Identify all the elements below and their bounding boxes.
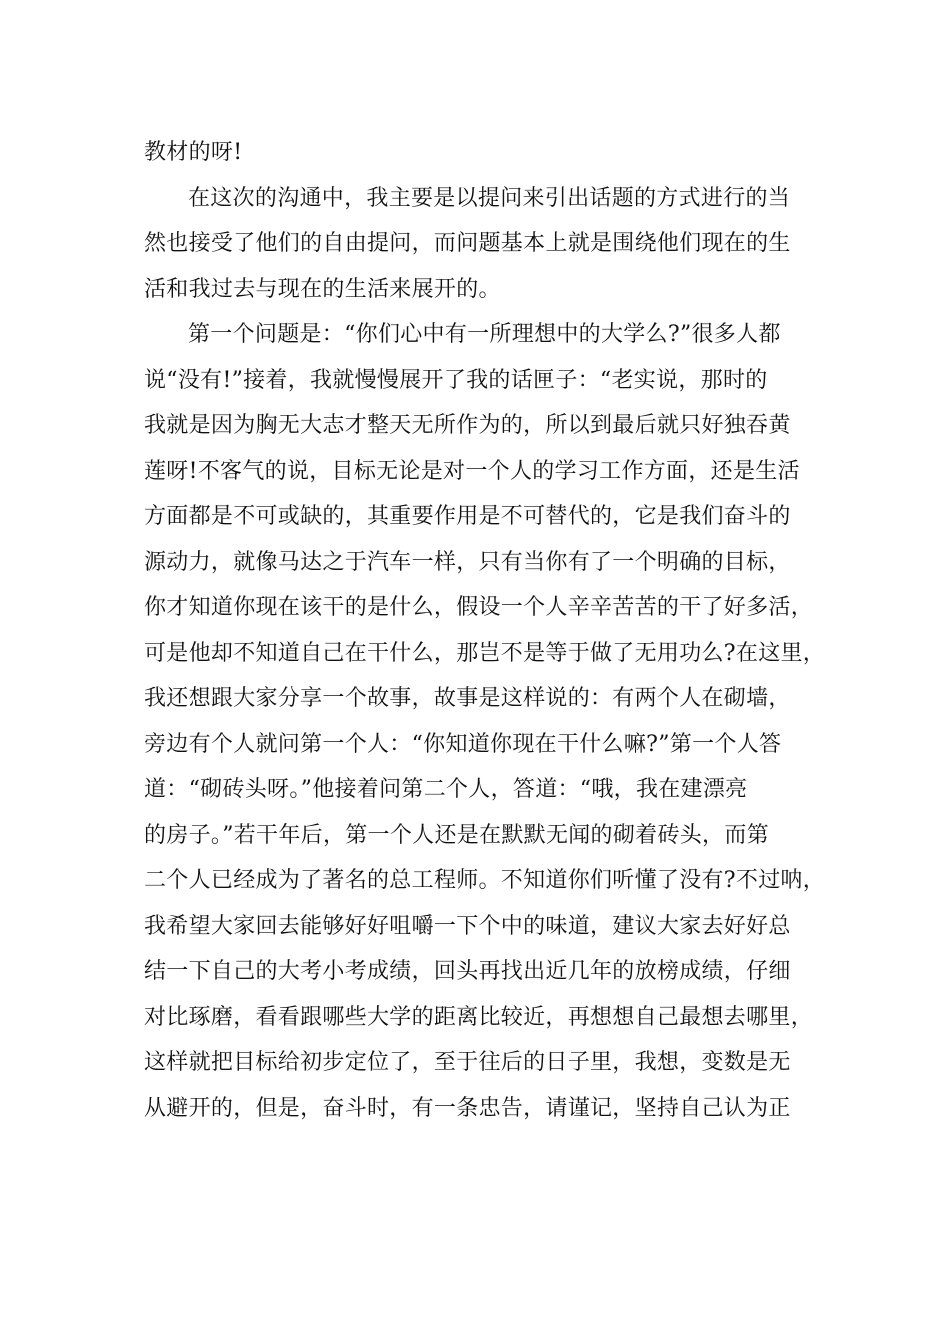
text-line-15: 道：“砌砖头呀。”他接着问第二个人，答道：“哦，我在建漂亮 — [144, 777, 748, 802]
text-line-6: 说“没有!”接着，我就慢慢展开了我的话匣子：“老实说，那时的 — [144, 367, 768, 393]
text-line-3: 然也接受了他们的自由提问，而问题基本上就是围绕他们现在的生 — [144, 231, 791, 256]
text-line-12: 可是他却不知道自己在干什么，那岂不是等于做了无用功么?在这里， — [144, 640, 826, 666]
text-line-21: 这样就把目标给初步定位了，至于往后的日子里，我想，变数是无 — [144, 1050, 791, 1075]
text-line-14: 旁边有个人就问第一个人：“你知道你现在干什么嘛?”第一个人答 — [144, 731, 782, 757]
text-line-9: 方面都是不可或缺的，其重要作用是不可替代的，它是我们奋斗的 — [144, 504, 791, 529]
text-line-20: 对比琢磨，看看跟哪些大学的距离比较近，再想想自己最想去哪里， — [144, 1004, 814, 1030]
text-line-18: 我希望大家回去能够好好咀嚼一下个中的味道，建议大家去好好总 — [144, 913, 791, 939]
text-line-1: 教材的呀! — [144, 140, 243, 165]
text-line-19: 结一下自己的大考小考成绩，回头再找出近几年的放榜成绩，仔细 — [144, 959, 791, 984]
text-line-11: 你才知道你现在该干的是什么，假设一个人辛辛苦苦的干了好多活， — [144, 595, 814, 620]
text-line-10: 源动力，就像马达之于汽车一样，只有当你有了一个明确的目标， — [144, 549, 791, 575]
text-line-4: 活和我过去与现在的生活来展开的。 — [144, 276, 501, 302]
text-line-2-paragraph-start: 在这次的沟通中，我主要是以提问来引出话题的方式进行的当 — [188, 185, 791, 211]
text-line-5-paragraph-start: 第一个问题是：“你们心中有一所理想中的大学么?”很多人都 — [188, 322, 781, 347]
text-line-17: 二个人已经成为了著名的总工程师。不知道你们听懂了没有?不过呐， — [144, 868, 826, 893]
body-text — [144, 130, 824, 1131]
text-line-16: 的房子。”若干年后，第一个人还是在默默无闻的砌着砖头，而第 — [144, 822, 769, 848]
text-line-7: 我就是因为胸无大志才整天无所作为的，所以到最后就只好独吞黄 — [144, 413, 791, 438]
text-line-13: 我还想跟大家分享一个故事，故事是这样说的：有两个人在砌墙， — [144, 686, 791, 711]
text-line-8: 莲呀!不客气的说，目标无论是对一个人的学习工作方面，还是生活 — [144, 458, 800, 484]
text-line-22: 从避开的，但是，奋斗时，有一条忠告，请谨记，坚持自己认为正 — [144, 1095, 791, 1121]
